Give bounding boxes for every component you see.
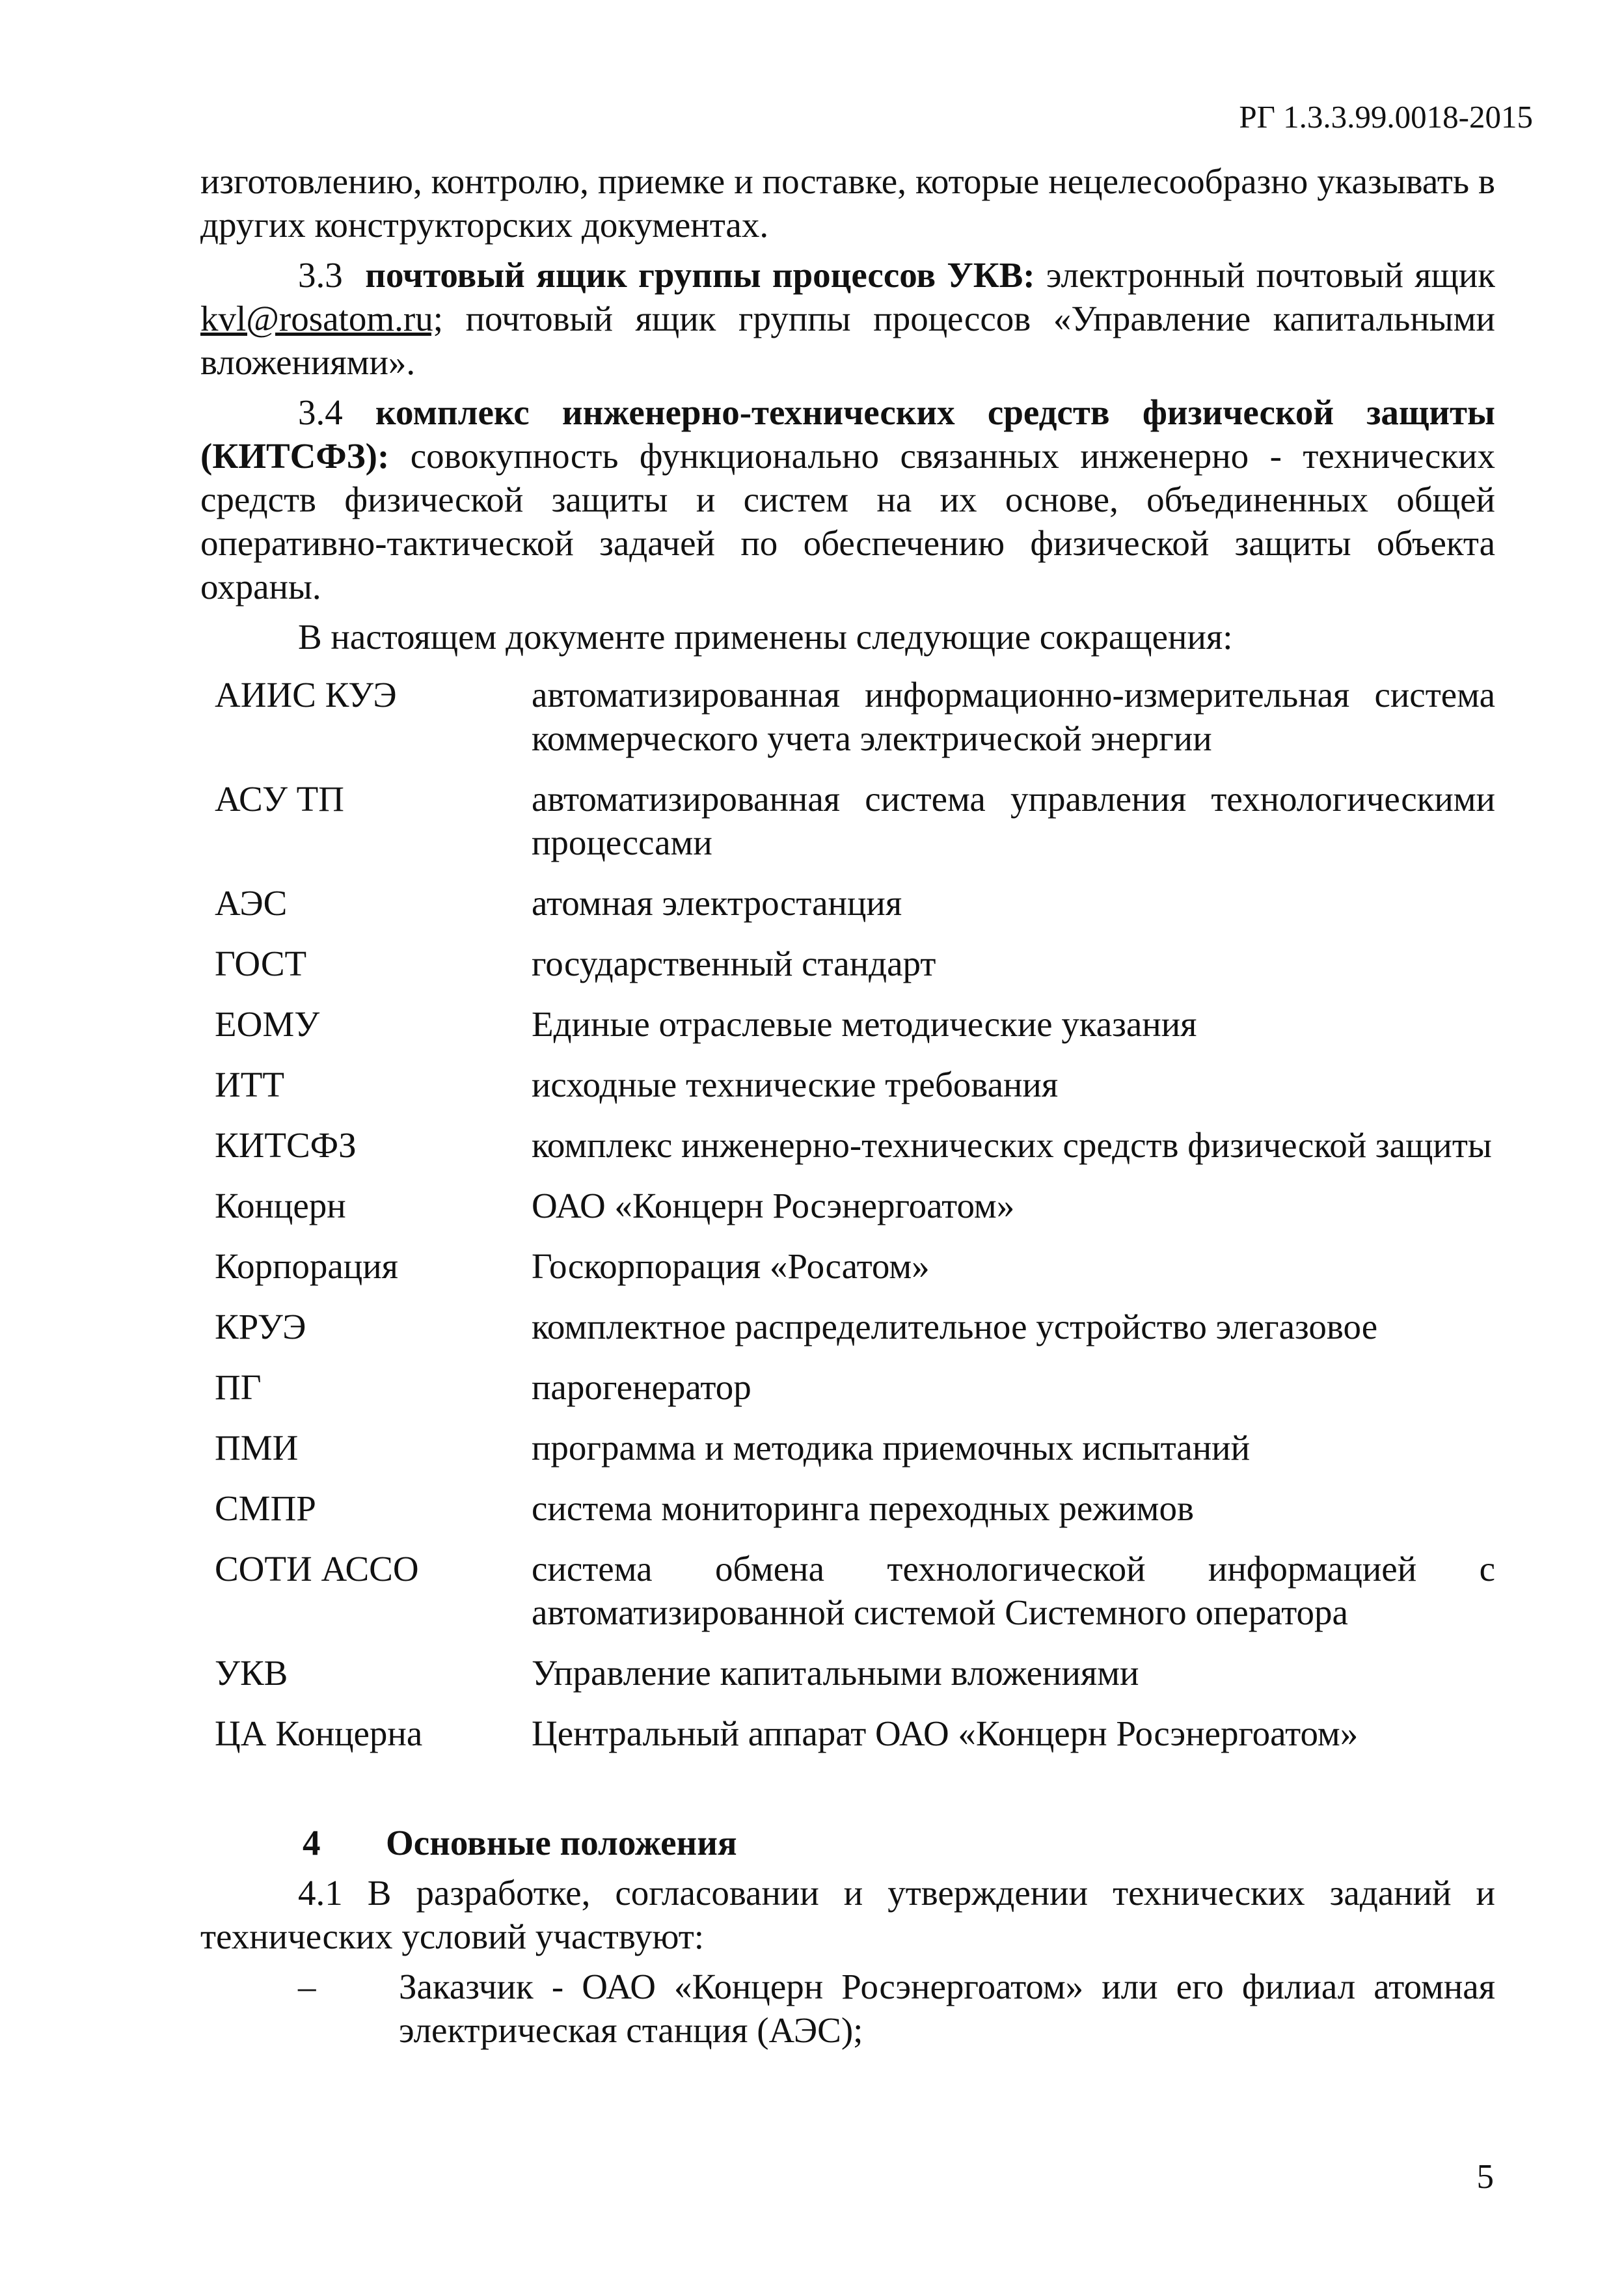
document-code: РГ 1.3.3.99.0018-2015 <box>1239 99 1533 135</box>
abbreviation-term: СОТИ АССО <box>215 1549 419 1589</box>
abbreviation-row <box>200 1123 1495 1167</box>
abbreviation-term: ПГ <box>215 1367 262 1407</box>
abbreviation-row <box>200 1365 1495 1409</box>
abbreviation-row <box>200 1486 1495 1530</box>
section-4-number: 4 <box>303 1823 321 1863</box>
abbreviation-term: ЕОМУ <box>215 1004 320 1044</box>
abbreviation-row <box>200 1651 1495 1695</box>
intro-paragraph: изготовлению, контролю, приемке и поставке, которые нецелесообразно указывать в других конструкторских документах. <box>200 161 1495 245</box>
abbreviation-row <box>200 673 1495 760</box>
definition-3-3 <box>200 253 1495 384</box>
abbreviation-row <box>200 1244 1495 1288</box>
definition-3-3-number: 3.3 <box>298 255 343 295</box>
section-4-heading <box>200 1821 1495 1864</box>
abbreviation-definition: Центральный аппарат ОАО «Концерн Росэнергоатом» <box>532 1714 1359 1753</box>
abbreviation-definition: система обмена технологической информацией с автоматизированной системой Системного оператора <box>532 1549 1495 1632</box>
abbreviation-row <box>200 1063 1495 1106</box>
abbreviation-term: ЦА Концерна <box>215 1714 423 1753</box>
page-content <box>200 159 1495 2052</box>
abbreviation-term: Корпорация <box>215 1246 398 1286</box>
definition-3-4 <box>200 390 1495 608</box>
abbreviation-definition: программа и методика приемочных испытаний <box>532 1428 1251 1468</box>
abbreviation-row <box>200 1712 1495 1755</box>
abbreviation-row <box>200 942 1495 985</box>
abbreviation-definition: система мониторинга переходных режимов <box>532 1488 1194 1528</box>
abbreviation-term: ИТТ <box>215 1065 284 1104</box>
abbreviation-term: АЭС <box>215 883 288 923</box>
abbreviation-term: АСУ ТП <box>215 779 344 819</box>
abbreviation-term: КРУЭ <box>215 1307 306 1346</box>
paragraph-4-1: 4.1 В разработке, согласовании и утверждении технических заданий и технических условий участвуют: <box>200 1873 1495 1956</box>
abbreviations-list <box>200 673 1495 1755</box>
definition-3-4-term: комплекс инженерно-технических средств физической защиты (КИТСФЗ): <box>200 392 1495 476</box>
abbreviation-definition: парогенератор <box>532 1367 751 1407</box>
abbreviation-term: ГОСТ <box>215 944 307 983</box>
abbreviation-definition: автоматизированная информационно-измерительная система коммерческого учета электрической энергии <box>532 675 1495 758</box>
abbreviation-definition: Госкорпорация «Росатом» <box>532 1246 930 1286</box>
abbreviation-term: АИИС КУЭ <box>215 675 397 715</box>
definition-3-4-text: совокупность функционально связанных инженерно - технических средств физической защиты и систем на их основе, объединенных общей оперативно-тактической задачей по обеспечению физической защиты объекта охраны. <box>200 436 1495 607</box>
page-number: 5 <box>1476 2158 1494 2196</box>
abbreviation-definition: Управление капитальными вложениями <box>532 1653 1139 1693</box>
definition-3-3-text-before: электронный почтовый ящик <box>1046 255 1496 295</box>
abbreviation-definition: комплектное распределительное устройство элегазовое <box>532 1307 1378 1346</box>
abbreviation-definition: государственный стандарт <box>532 944 936 983</box>
definition-3-3-term: почтовый ящик группы процессов УКВ: <box>365 255 1035 295</box>
abbreviation-term: ПМИ <box>215 1428 299 1468</box>
abbreviation-row <box>200 1002 1495 1046</box>
section-4-title: Основные положения <box>386 1823 737 1863</box>
abbreviations-intro: В настоящем документе применены следующие сокращения: <box>298 617 1233 657</box>
abbreviation-definition: ОАО «Концерн Росэнергоатом» <box>532 1186 1015 1225</box>
abbreviation-term: УКВ <box>215 1653 288 1693</box>
abbreviation-definition: Единые отраслевые методические указания <box>532 1004 1197 1044</box>
email-link[interactable]: kvl@rosatom.ru; <box>200 299 443 338</box>
abbreviation-term: Концерн <box>215 1186 346 1225</box>
abbreviation-definition: атомная электростанция <box>532 883 902 923</box>
abbreviation-term: КИТСФЗ <box>215 1125 357 1165</box>
abbreviation-definition: исходные технические требования <box>532 1065 1059 1104</box>
abbreviation-row <box>200 1184 1495 1227</box>
abbreviation-definition: автоматизированная система управления технологическими процессами <box>532 779 1495 862</box>
abbreviation-row <box>200 1305 1495 1348</box>
definition-3-3-text-after: почтовый ящик группы процессов «Управление капитальными вложениями». <box>200 299 1495 382</box>
list-item-text: Заказчик - ОАО «Концерн Росэнергоатом» или его филиал атомная электрическая станция (АЭС); <box>399 1967 1495 2050</box>
definition-3-4-number: 3.4 <box>298 392 343 432</box>
abbreviation-row <box>200 777 1495 864</box>
abbreviation-term: СМПР <box>215 1488 316 1528</box>
abbreviation-definition: комплекс инженерно-технических средств физической защиты <box>532 1125 1492 1165</box>
abbreviation-row <box>200 881 1495 925</box>
list-item <box>200 1965 1495 2052</box>
dash-marker: – <box>298 1967 316 2006</box>
abbreviation-row <box>200 1547 1495 1634</box>
abbreviation-row <box>200 1426 1495 1469</box>
